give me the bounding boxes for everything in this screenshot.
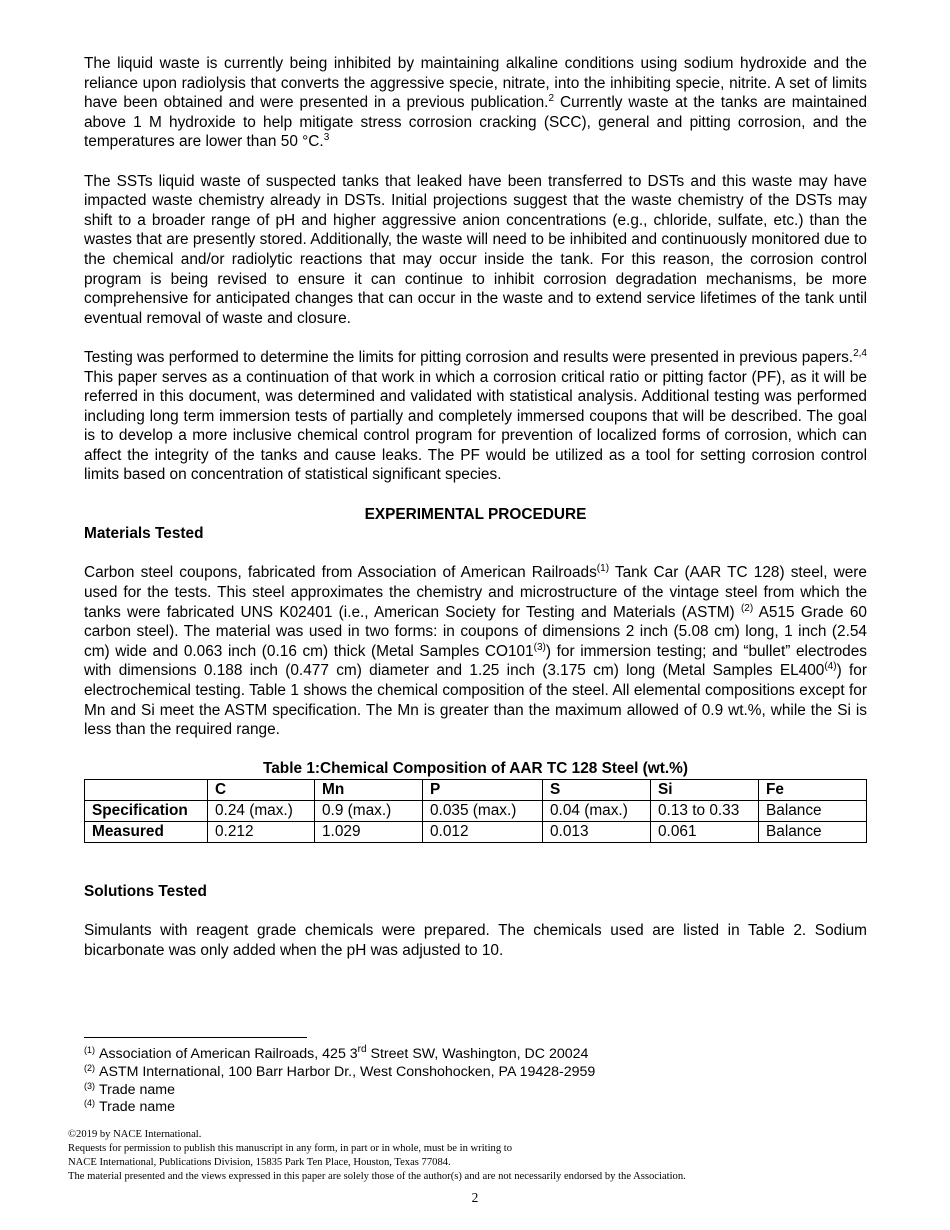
footnote-3 xyxy=(84,1082,867,1100)
table-cell: 0.212 xyxy=(208,821,315,842)
paragraph-solutions: Simulants with reagent grade chemicals were prepared. The chemicals used are listed in Table 2. Sodium bicarbonate was only added when the pH was adjusted to 10. xyxy=(84,922,867,959)
row-header-measured: Measured xyxy=(85,821,208,842)
page-number: 2 xyxy=(471,1190,479,1205)
footnote-mark: (2) xyxy=(84,1062,95,1073)
table-cell: 0.24 (max.) xyxy=(208,800,315,821)
table-row-specification xyxy=(85,800,867,821)
footnote-text: Association of American Railroads, 425 3 xyxy=(99,1046,358,1062)
column-header-c: C xyxy=(208,779,315,800)
footnote-separator xyxy=(84,1037,307,1038)
disclaimer-line: The material presented and the views expressed in this paper are solely those of the author(s) and are not necessarily endorsed by the Association. xyxy=(68,1171,686,1182)
footnote-ref-2: (2) xyxy=(740,602,754,614)
copyright-line: ©2019 by NACE International. xyxy=(68,1129,202,1140)
para1-text-b: Currently waste at the tanks are maintained above 1 M hydroxide to help mitigate stress corrosion cracking (SCC), general and pitting corrosion, and the temperatures are lower than 50 °C. xyxy=(84,94,868,151)
footnote-ref-1: (1) xyxy=(596,563,610,575)
para4-text-3: A515 Grade 60 carbon steel). The material was used in two forms: in coupons of dimensions 2 inch (5.08 cm) long, 1 inch (2.54 cm) wide and 0.063 inch (0.16 cm) thick (Metal Samples CO101 xyxy=(84,603,867,660)
table-cell: 0.13 to 0.33 xyxy=(651,800,759,821)
footnote-mark: (1) xyxy=(84,1045,95,1055)
para4-text-4: ) for immersion testing; and “bullet” electrodes with dimensions 0.188 inch (0.477 cm) diameter and 1.25 inch (3.175 cm) long (Metal Samples EL400 xyxy=(84,642,867,680)
table-header-row xyxy=(85,779,867,800)
footnote-ref-4: (4) xyxy=(824,661,837,673)
paragraph-materials xyxy=(84,563,867,739)
copyright-notice xyxy=(68,1128,888,1184)
footnote-mark: (3) xyxy=(84,1080,95,1091)
page-body xyxy=(84,54,867,980)
citation-2-4: 2,4 xyxy=(853,347,867,359)
section-heading-experimental-procedure: EXPERIMENTAL PROCEDURE xyxy=(364,505,587,523)
footnote-1 xyxy=(84,1046,867,1064)
row-header-specification: Specification xyxy=(85,800,208,821)
table-cell: 0.035 (max.) xyxy=(423,800,543,821)
table-1-caption: Table 1:Chemical Composition of AAR TC 128 Steel (wt.%) xyxy=(262,760,688,778)
column-header-fe: Fe xyxy=(759,779,867,800)
table-cell: Balance xyxy=(759,821,867,842)
footnote-2 xyxy=(84,1064,867,1082)
subheading-materials-tested: Materials Tested xyxy=(84,525,204,543)
para3-text-a: Testing was performed to determine the limits for pitting corrosion and results were presented in previous papers. xyxy=(84,348,854,366)
table-cell: 0.012 xyxy=(423,821,543,842)
address-line: NACE International, Publications Division, 15835 Park Ten Place, Houston, Texas 77084. xyxy=(68,1157,451,1168)
table-cell: 0.061 xyxy=(651,821,759,842)
paragraph-alkaline-inhibition xyxy=(84,54,867,152)
citation-3: 3 xyxy=(323,132,330,144)
para4-text-2: Tank Car (AAR TC 128) steel, were used for the tests. This steel approximates the chemistry and microstructure of the vintage steel from which the tanks were fabricated UNS K02401 (i.e., American Society for Testing and Materials (ASTM) xyxy=(84,564,867,621)
column-header-s: S xyxy=(543,779,651,800)
column-header-si: Si xyxy=(651,779,759,800)
table-cell: 0.04 (max.) xyxy=(543,800,651,821)
para4-text-1: Carbon steel coupons, fabricated from Association of American Railroads xyxy=(84,564,597,582)
footnote-text: Street SW, Washington, DC 20024 xyxy=(366,1046,589,1062)
chemical-composition-table xyxy=(84,779,867,843)
paragraph-testing-pf xyxy=(84,348,867,485)
footnote-text: ASTM International, 100 Barr Harbor Dr., West Conshohocken, PA 19428-2959 xyxy=(99,1063,596,1080)
footnote-ordinal: rd xyxy=(357,1044,367,1055)
table-cell: 0.013 xyxy=(543,821,651,842)
para3-text-b: This paper serves as a continuation of that work in which a corrosion critical ratio or pitting factor (PF), as it will be referred in this document, was determined and validated with statistical analysis. Additional testing was performed including long term immersion tests of partially and completely immersed coupons that will be described. The goal is to develop a more inclusive chemical control program for prevention of localized forms of corrosion, which can affect the integrity of the tanks and cause leaks. The PF would be utilized as a tool for setting corrosion control limits based on concentration of statistical significant species. xyxy=(84,368,867,484)
footnote-4 xyxy=(84,1099,867,1117)
footnotes xyxy=(84,1037,867,1117)
table-corner-cell xyxy=(85,779,208,800)
subheading-solutions-tested: Solutions Tested xyxy=(84,882,207,900)
table-row-measured xyxy=(85,821,867,842)
table-cell: 1.029 xyxy=(315,821,423,842)
paragraph-sst-waste: The SSTs liquid waste of suspected tanks that leaked have been transferred to DSTs and this waste may have impacted waste chemistry already in DSTs. Initial projections suggest that the waste chemistry of the DSTs may shift to a broader range of pH and higher aggressive anion concentrations (e.g., chloride, sulfate, etc.) than the wastes that are presently stored. Additionally, the waste will need to be inhibited and continuously monitored due to the chemical and/or radiolytic reactions that may occur inside the tank. For this reason, the corrosion control program is being revised to ensure it can continue to inhibit corrosion degradation mechanisms, be more comprehensive for anticipated changes that can occur in the waste and to extend service lifetimes of the tank until eventual removal of waste and closure. xyxy=(84,172,867,327)
para1-text-a: The liquid waste is currently being inhibited by maintaining alkaline conditions using sodium hydroxide and the reliance upon radiolysis that converts the aggressive specie, nitrate, into the inhibiting specie, nitrite. A set of limits have been obtained and were presented in a previous publication. xyxy=(84,55,867,112)
citation-2: 2 xyxy=(548,93,555,105)
table-cell: 0.9 (max.) xyxy=(315,800,423,821)
footnote-text: Trade name xyxy=(99,1081,175,1098)
column-header-mn: Mn xyxy=(315,779,423,800)
footnote-mark: (4) xyxy=(84,1098,95,1109)
permission-line: Requests for permission to publish this manuscript in any form, in part or in whole, must be in writing to xyxy=(68,1143,513,1154)
column-header-p: P xyxy=(423,779,543,800)
footnote-ref-3: (3) xyxy=(533,641,546,653)
table-cell: Balance xyxy=(759,800,867,821)
footnote-text: Trade name xyxy=(99,1099,175,1116)
para4-text-5: ) for electrochemical testing. Table 1 shows the chemical composition of the steel. All elemental compositions except for Mn and Si meet the ASTM specification. The Mn is greater than the maximum allowed of 0.9 wt.%, while the Si is less than the required range. xyxy=(84,662,867,739)
